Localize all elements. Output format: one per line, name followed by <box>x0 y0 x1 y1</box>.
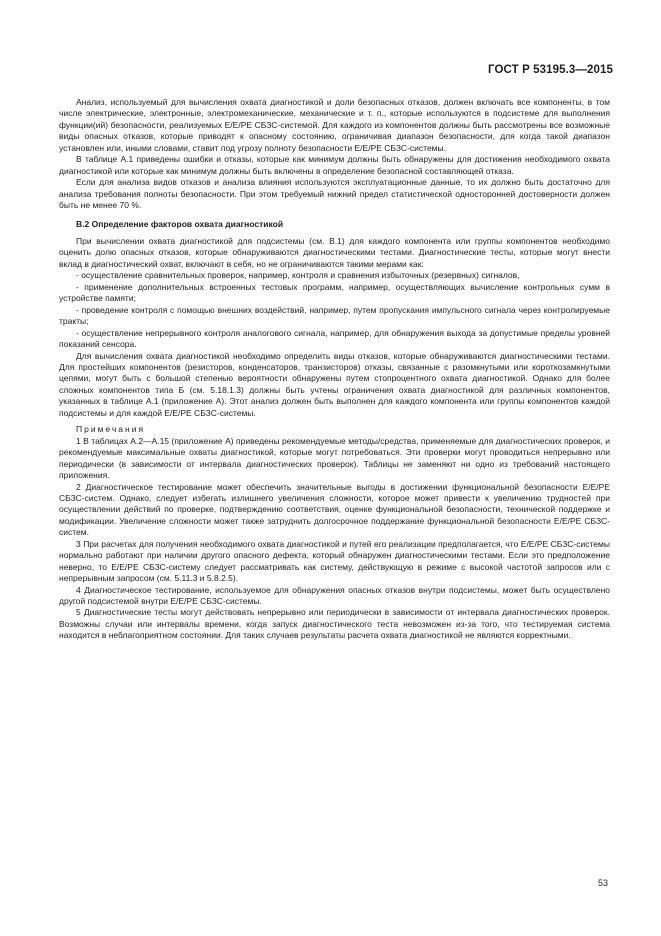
note-item: 2 Диагностическое тестирование может обеспечить значительные выгоды в достижении функциональной безопасности E/E/PE СБЗС-систем. Однако, следует избегать излишнего увеличения сложности, которое может привести к увеличению трудностей при осуществлении действий по проверке, подтверждению соответствия, оценке функциональной безопасности, технической поддержке и модификации. Увеличение сложности может также затруднить долгосрочное поддержание функциональной безопасности E/E/PE СБЗС-систем. <box>59 481 610 538</box>
list-item: - осуществление сравнительных проверок, например, контроля и сравнения избыточных (резервных) сигналов, <box>76 270 520 281</box>
note-item: 3 При расчетах для получения необходимого охвата диагностикой и путей его реализации предполагается, что E/E/PE СБЗС-системы нормально работают при наличии другого опасного дефекта, который обнаружен диагностическими тестами. Если это предположение неверно, то E/E/PE СБЗС-систему следует рассматривать как систему, действующую в режиме с высокой частотой запросов или с непрерывным запросом (см. 5.11.3 и 5.8.2.5). <box>59 538 610 584</box>
document-body <box>59 97 610 642</box>
list-item: - осуществление непрерывного контроля аналогового сигнала, например, для обнаружения выхода за допустимые пределы уровней показаний сенсора. <box>59 327 610 350</box>
paragraph: Анализ, используемый для вычисления охвата диагностикой и доли безопасных отказов, должен включать все компоненты, в том числе электрические, электронные, электромеханические, механические и т. п., которые используются в подсистеме для выполнения функции(ий) безопасности, реализуемых E/E/PE СБЗС-системой. Для каждого из компонентов должны быть рассмотрены все возможные виды опасных отказов, которые приводят к опасному состоянию, ограничивая диапазон безопасности, для когда такой диапазон установлен или, иными словами, ставит под угрозу полноту безопасности E/E/PE СБЗС-системы. <box>59 97 610 153</box>
paragraph: При вычислении охвата диагностикой для подсистемы (см. В.1) для каждого компонента или группы компонентов необходимо оценить долю опасных отказов, которые обнаруживаются диагностическими тестами. Диагностические тесты, которые могут внести вклад в диагностический охват, включают в себя, но не ограничиваются такими мерами как: <box>59 235 610 269</box>
paragraph: Если для анализа видов отказов и анализа влияния используются эксплуатационные данные, то их должно быть достаточно для анализа требования полноты безопасности. При этом требуемый нижний предел статистической односторонней достоверности должен быть не менее 70 %. <box>59 177 610 211</box>
paragraph: Для вычисления охвата диагностикой необходимо определить виды отказов, которые обнаруживаются диагностическими тестами. Для простейших компонентов (резисторов, конденсаторов, транзисторов) отказы, связанные с разомкнутыми или короткозамкнутыми цепями, могут быть с большой степенью вероятности обнаружены путем стопроцентного охвата диагностикой. Однако для более сложных компонентов типа Б (см. 5.18.1.3) должны быть учтены ограничения охвата диагностикой для различных компонентов, указанных в таблице А.1 (приложение А). Этот анализ должен быть выполнен для каждого компонента или группы компонентов каждой подсистемы и для каждой E/E/PE СБЗС-системы. <box>59 350 610 418</box>
page-number: 53 <box>597 878 608 888</box>
note-item: 4 Диагностическое тестирование, используемое для обнаружения опасных отказов внутри подсистемы, может быть осуществлено другой подсистемой внутри E/E/PE СБЗС-системы. <box>59 584 610 607</box>
standard-header: ГОСТ Р 53195.3—2015 <box>488 64 613 76</box>
section-heading: В.2 Определение факторов охвата диагностикой <box>76 218 284 229</box>
note-item: 5 Диагностические тесты могут действовать непрерывно или периодически в зависимости от интервала диагностических проверок. Возможны случаи или интервалы времени, когда запуск диагностического теста невозможен из-за того, что тестируемая система находится в неблагоприятном состоянии. Для таких случаев результаты расчета охвата диагностикой не являются корректными. <box>59 607 610 641</box>
note-item: 1 В таблицах А.2—А.15 (приложение А) приведены рекомендуемые методы/средства, применяемые для диагностических проверок, и рекомендуемые максимальные охваты диагностикой, которые могут потребоваться. Эти проверки могут проводиться непрерывно или периодически (в зависимости от интервала диагностических проверок). Таблицы не заменяют ни одно из требований настоящего приложения. <box>59 435 610 481</box>
list-item: - применение дополнительных встроенных тестовых программ, например, осуществляющих вычисление контрольных сумм в устройстве памяти; <box>59 281 610 304</box>
paragraph: В таблице А.1 приведены ошибки и отказы, которые как минимум должны быть обнаружены для достижения необходимого охвата диагностикой или которые как минимум должны быть включены в определение безопасной составляющей отказа. <box>59 154 610 176</box>
list-item: - проведение контроля с помощью внешних воздействий, например, путем пропускания импульсного сигнала через контролируемые тракты; <box>59 304 610 327</box>
notes-title: Примечания <box>76 424 146 435</box>
